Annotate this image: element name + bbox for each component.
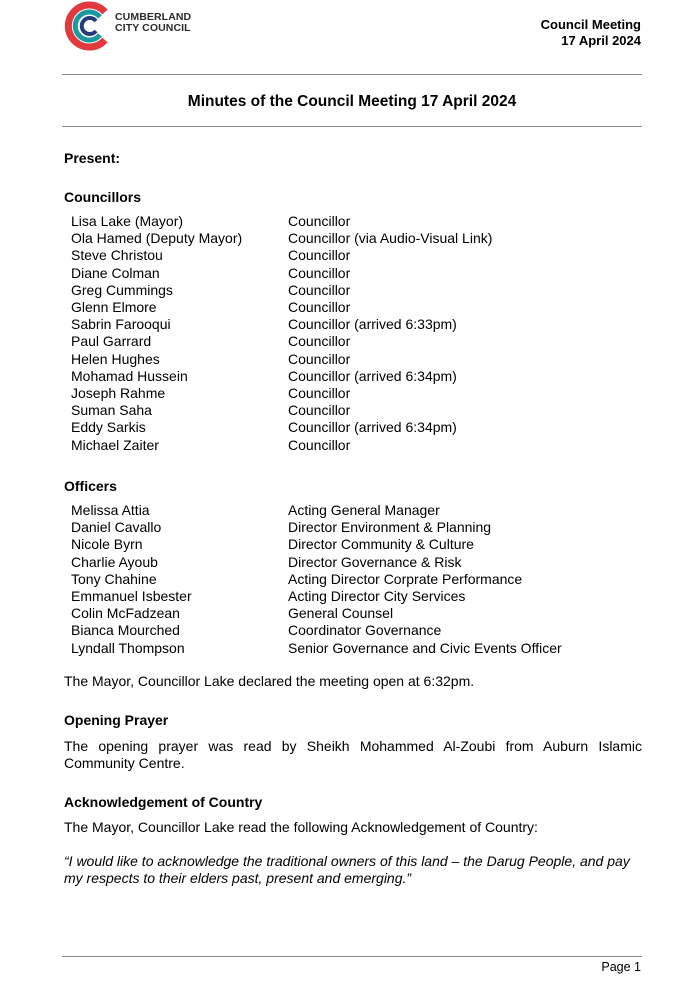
opening-statement: The Mayor, Councillor Lake declared the meeting open at 6:32pm. xyxy=(64,673,475,689)
councillor-row xyxy=(71,282,492,299)
councillor-row-name: Ola Hamed (Deputy Mayor) xyxy=(71,230,243,247)
councillor-row xyxy=(71,419,492,436)
councillor-row-name: Suman Saha xyxy=(71,402,152,419)
officer-row xyxy=(71,519,562,536)
councillor-row-name: Michael Zaiter xyxy=(71,436,159,453)
acknowledgement-heading: Acknowledgement of Country xyxy=(64,794,263,810)
councillor-row-role: Councillor xyxy=(288,213,351,229)
officer-row xyxy=(71,536,562,553)
councillor-row-name: Helen Hughes xyxy=(71,350,160,367)
officer-row-name: Bianca Mourched xyxy=(71,622,180,639)
councillor-row-name: Mohamad Hussein xyxy=(71,367,188,384)
page-number: Page 1 xyxy=(601,960,641,974)
councillors-list xyxy=(71,213,492,454)
council-logo xyxy=(64,0,204,52)
officer-row xyxy=(71,571,562,588)
officer-row-name: Colin McFadzean xyxy=(71,605,180,622)
header-meeting-label: Council Meeting xyxy=(540,17,641,32)
officer-row-name: Daniel Cavallo xyxy=(71,519,162,536)
councillor-row xyxy=(71,230,492,247)
officer-row-name: Emmanuel Isbester xyxy=(71,588,192,605)
officers-list xyxy=(71,502,562,657)
councillor-row-role: Councillor xyxy=(288,299,351,316)
officer-row-name: Tony Chahine xyxy=(71,570,157,587)
officer-row-role: Director Governance & Risk xyxy=(288,553,462,570)
officer-row xyxy=(71,502,562,519)
officer-row xyxy=(71,588,562,605)
councillor-row-role: Councillor xyxy=(288,385,351,402)
logo-line-2: CITY COUNCIL xyxy=(115,22,191,34)
officer-row-role: Director Environment & Planning xyxy=(288,519,492,536)
councillor-row xyxy=(71,437,492,454)
acknowledgement-intro: The Mayor, Councillor Lake read the following Acknowledgement of Country: xyxy=(64,819,538,835)
councillor-row xyxy=(71,316,492,333)
officer-row-role: General Counsel xyxy=(288,605,394,622)
officer-row-name: Nicole Byrn xyxy=(71,536,143,553)
officer-row xyxy=(71,640,562,657)
councillor-row-role: Councillor xyxy=(288,436,351,453)
councillor-row-name: Steve Christou xyxy=(71,247,163,264)
logo-wordmark xyxy=(115,12,191,34)
header-divider-top xyxy=(62,74,642,75)
officer-row-role: Coordinator Governance xyxy=(288,622,442,639)
councillor-row-role: Councillor (arrived 6:33pm) xyxy=(288,316,457,333)
logo-line-1: CUMBERLAND xyxy=(115,11,192,23)
footer-divider xyxy=(62,956,642,957)
council-logo-mark xyxy=(64,0,114,52)
councillor-row-role: Councillor (arrived 6:34pm) xyxy=(288,419,457,436)
councillor-row-name: Eddy Sarkis xyxy=(71,419,146,436)
councillor-row xyxy=(71,351,492,368)
header-meeting-date: 17 April 2024 xyxy=(561,33,641,48)
councillor-row-name: Greg Cummings xyxy=(71,281,173,298)
present-label: Present: xyxy=(64,150,121,166)
councillor-row-name: Lisa Lake (Mayor) xyxy=(71,213,184,229)
officer-row xyxy=(71,605,562,622)
opening-prayer-heading: Opening Prayer xyxy=(64,712,169,728)
councillor-row-role: Councillor xyxy=(288,264,351,281)
officer-row-name: Lyndall Thompson xyxy=(71,639,185,656)
councillor-row-role: Councillor xyxy=(288,402,351,419)
councillor-row-role: Councillor (arrived 6:34pm) xyxy=(288,367,457,384)
officer-row-role: Acting Director Corprate Performance xyxy=(288,570,523,587)
councillor-row xyxy=(71,333,492,350)
officer-row-role: Acting General Manager xyxy=(288,502,440,518)
officer-row xyxy=(71,622,562,639)
councillors-heading: Councillors xyxy=(64,189,142,205)
acknowledgement-quote: “I would like to acknowledge the traditional owners of this land – the Darug People, and pay my respects to their elders past, present and emerging.” xyxy=(64,853,630,886)
councillor-row-name: Paul Garrard xyxy=(71,333,152,350)
councillor-row-role: Councillor xyxy=(288,281,351,298)
officer-row-role: Senior Governance and Civic Events Officer xyxy=(288,639,562,656)
officer-row xyxy=(71,554,562,571)
header-divider-bottom xyxy=(62,126,642,127)
councillor-row-role: Councillor xyxy=(288,333,351,350)
councillor-row xyxy=(71,213,492,230)
officer-row-role: Acting Director City Services xyxy=(288,588,466,605)
officer-row-name: Melissa Attia xyxy=(71,502,150,518)
councillor-row xyxy=(71,265,492,282)
officer-row-role: Director Community & Culture xyxy=(288,536,474,553)
councillor-row xyxy=(71,385,492,402)
opening-prayer-text: The opening prayer was read by Sheikh Mohammed Al-Zoubi from Auburn Islamic Community Centre. xyxy=(64,738,642,771)
councillor-row xyxy=(71,368,492,385)
councillor-row-name: Joseph Rahme xyxy=(71,385,166,402)
councillor-row-role: Councillor (via Audio-Visual Link) xyxy=(288,230,493,247)
councillor-row-name: Glenn Elmore xyxy=(71,299,157,316)
officer-row-name: Charlie Ayoub xyxy=(71,553,158,570)
councillor-row xyxy=(71,299,492,316)
councillor-row-role: Councillor xyxy=(288,247,351,264)
officers-heading: Officers xyxy=(64,478,117,494)
councillor-row-role: Councillor xyxy=(288,350,351,367)
councillor-row xyxy=(71,247,492,264)
councillor-row-name: Sabrin Farooqui xyxy=(71,316,171,333)
header-meeting-info xyxy=(541,17,641,49)
page-title: Minutes of the Council Meeting 17 April 2024 xyxy=(187,93,517,110)
councillor-row xyxy=(71,402,492,419)
councillor-row-name: Diane Colman xyxy=(71,264,160,281)
